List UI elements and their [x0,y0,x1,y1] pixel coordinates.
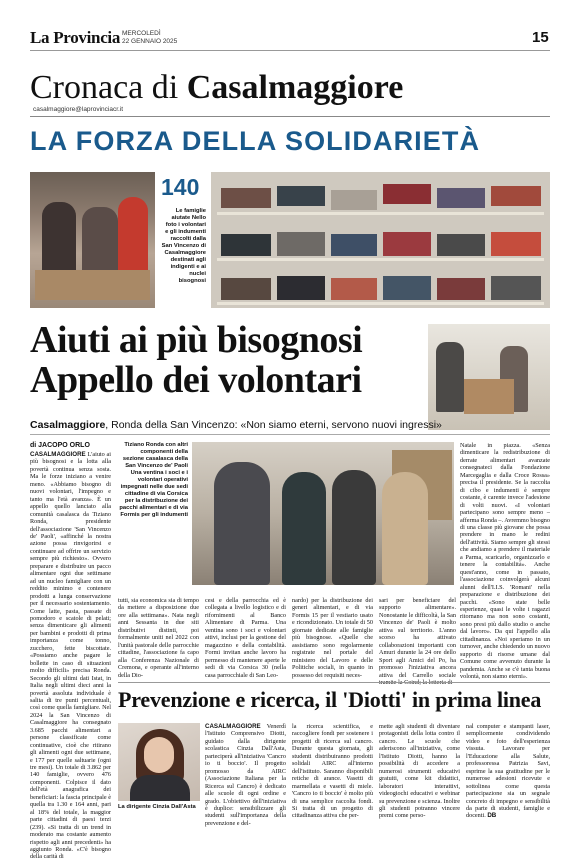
issue-full-date: 22 GENNAIO 2025 [122,38,178,45]
byline: di JACOPO ORLO [30,442,90,449]
article2-column-4 [466,723,550,820]
article-column-c: nardo) per la distribuzione dei generi alimentari, e di via Formis 15 per il vestiario usato e ricondizionato. Un totale di 50 giornate dedicate alle famiglie più bisognose. «Quelle che assistiamo sono regolarmente registrate nel portale del ministero del Lavoro e delle Politiche sociali, in quanto in possesso dei requisiti neces- [292,597,373,679]
photo-volunteers-warehouse [30,172,155,308]
clothes-stack [277,276,325,300]
article-column-b: cesi e della parrocchia ed è collegata a livello logistico e di rifornimenti al Banco Alimentare di Parma. Una ventina sono i soci e volontari attivi, inclusi per la gestione del magazzino e della contabilità. Formi invitan anche lavoro ha permesso di mantenere aperte le sedi di via Corsica 30 (nella casa parrocchiale di San Leo- [205,597,286,679]
section-prefix: Cronaca di [30,69,179,106]
photo-storage-room [428,324,550,430]
photo-caption-middle: Tiziano Ronda con altri componenti della sezione casalasca della San Vincenzo de' Paoli Una ventina i soci e i volontari operativi impegnati nelle due sedi cittadine di via Corsica per la distribuzione dei pacchi alimentari e di via Formis per gli indumenti [119,442,188,518]
clothes-stack [221,188,271,208]
author-signature: DB [487,812,497,820]
article2-column-3: mette agli studenti di diventare protagonisti della lotta contro il cancro. Le scuole che aderiscono all'iniziativa, come l'Istituto Diotti, hanno la possibilità di accedere a numerosi strumenti educativi gratuiti, come kit didattici, laboratori interattivi, videogiochi educativi e webinar su prevenzione e scienza. Inoltre gli studenti potranno vincere premi come perso- [379,723,460,820]
headline [30,320,430,400]
photo-figure [332,470,376,585]
photo-figure [214,462,270,585]
photo-figure [282,472,326,585]
article-column-a: tutti, sia economica sia di tempo da mettere a disposizione due ore alla settimana». Nata negli anni Sessanta in due siti distributivi distinti, poi formalmente uniti nel 2022 con l'unità pastorale delle parrocchie cittadine, l'associazione fa capo alla Conferenza Nazionale di Cremona, e operante all'interno della Dio- [118,597,199,679]
photo-figure [382,472,428,585]
subtitle-rule [30,434,550,435]
subtitle [30,419,442,431]
photo-clothing-shelves [211,172,550,308]
clothes-stack [277,186,325,206]
photo-figure [42,202,76,277]
clothes-stack [383,184,431,204]
shelf [217,258,544,261]
article2-rule [118,682,550,683]
article-column-d: sari per beneficiare del supporto alimentare». Nonostante le difficoltà, la San Vincenzo de' Paoli è molto attiva sul territorio. L'anno scorso ha attivato collaborazioni importanti con Amuri durante la 24 ore dello Sport agli Amici del Po, ha promosso l'iniziativa ancora attiva del Carrello sociale [379,597,456,679]
header-rule [30,50,550,51]
shelf [217,212,544,215]
kicker: LA FORZA DELLA SOLIDARIETÀ [30,126,481,156]
article2-column-2: la ricerca scientifica, e raccogliere fondi per sostenere i progetti di ricerca sul cancro. Durante questa giornata, gli studenti distribuiranno prodotti solidali AIRC all'interno dell'istituto. Saranno disponibili retiche di arance. Vasetti di marmellata e vasetti di miele. 'Cancro io ti boccio' è molto più di una semplice raccolta fondi. Si tratta di un progetto di cittadinanza attiva che per- [292,723,373,820]
clothes-stack [491,276,541,300]
clothes-stack [491,232,541,256]
photo-boxes [35,270,150,300]
column-text: nal computer e stampanti laser, semplicemente condividendo video e foto dell'esperienza vissuta. Lavorare per l'Educazione alla Salute, professoressa Patrizia Savi, esprime la sua gratitudine per le numerose adesioni ricevute e sottolinea come questa partecipazione sia un segnale concreto di impegno e sensibilità da parte di studenti, famiglie e docenti. [466,723,550,820]
clothes-stack [331,234,377,256]
headline-line-1: Aiuti ai più bisognosi [30,319,363,361]
subtitle-lead: Casalmaggiore [30,419,106,431]
issue-date [122,30,177,46]
clothes-stack [437,188,485,208]
article-column-right: Natale in piazza. «Senza dimenticare la redistribuzione di derrate alimentari avanzate consegnateci dalla Fondazione Marcegaglia e dalla Croce Rossa» precisa il presidente. Se la raccolta di cibo e indumenti è sempre costante, è carente invece l'adesione di volti nuovi. «I volontari partecipano sono sempre meno – afferma Ronda –. Avremmo bisogno di una classe più giovane che possa prendere in mano le redini dell'attività. Siamo sempre gli stessi che andiamo a prendere il materiale a Parma, scaricarlo, organizzarlo e tenere la contabilità». Anche quest'anno, come in passato, l'associazione coinvolgerà alcuni alunni dell'I.I.S. 'Romani' nella preparazione e distribuzione dei pacchi. «Sono state belle esperienze, quasi le volte i ragazzi ritornano ma non sono costanti, sono presi più dallo studio o anche dal lavoro». Da qui l'appello alla cittadinanza. «Noi speriamo in un turnover, anche chiedendo un nuovo supporto di risorse umane dal Comune come avvenuto durante la pandemia. Anche se c'è tanta buona volontà, non siamo eterni». [460,442,550,681]
article2-column-1 [205,723,286,827]
photo-figure [118,197,148,277]
section-title [30,70,403,106]
photo-figure [436,342,464,412]
photo-caption-top: Le famiglie aiutate Nello foto i volontari e gli indumenti raccolti dalla San Vincenzo di Casalmaggiore destinati agli indigenti e ai nuclei bisognosi [161,208,206,284]
clothes-stack [437,278,485,300]
clothes-stack [331,278,377,300]
page-number: 15 [532,29,549,46]
section-email: casalmaggiore@laprovinciacr.it [33,106,124,113]
subtitle-rest: , Ronda della San Vincenzo: «Non siamo eterni, servono nuovi ingressi» [105,419,442,431]
dateline: CASALMAGGIORE [30,451,86,458]
shelf [217,302,544,305]
clothes-stack [383,232,431,256]
column-text: Venerdì l'Istituto Comprensivo Diotti, guidato dalla dirigente scolastica Cinzia Dall'Asta, parteciperà all'iniziativa 'Cancro io ti boccio'. Il progetto promosso da AIRC (Associazione Italiana per la Ricerca sul Cancro) è dedicato alle scuole di ogni ordine e grado. L'obiettivo dell'iniziativa è duplice: sensibilizzare gli studenti sull'importanza della prevenzione e del- [205,723,286,827]
dateline: CASALMAGGIORE [205,723,261,730]
issue-day: MERCOLEDÌ [122,30,161,37]
headline-article-2: Prevenzione e ricerca, il 'Diotti' in prima linea [118,687,542,712]
photo-school-director [118,723,200,801]
masthead: La Provincia [30,28,121,47]
clothes-stack [383,276,431,300]
article-column-1 [30,451,111,861]
photo-table [464,379,514,414]
photo-figure [82,207,118,277]
clothes-stack [437,234,485,256]
clothes-stack [277,232,325,256]
headline-line-2: Appello dei volontari [30,359,362,401]
clothes-stack [221,234,271,256]
photo-body [130,775,190,801]
photo-face [144,737,174,773]
column-text: L'aiuto ai più bisognosi e la lotta alla povertà continua senza sosta. Ma le forze iniziano a venire meno. «Abbiamo bisogno di nuovi volontari, l'impegno e tanto ma l'età avanza». È un appello quello lanciato alla comunità casalasca da Tiziano Ronda, presidente dell'associazione 'San Vincenzo de' Paoli', «affinché la nostra azione possa rinvigorirsi e continuare ad offrire un servizio sempre più richiesto». Ovvero preparare e distribuire un pacco alimentare ogni due settimane ad un nucleo famigliare con un reddito minimo e contenere prodotti a lunga conservazione per il necessario sostentamento. Come latte, pasta, passate di pomodoro e scatole di pelati; senza dimenticare gli alimenti per bambini e prodotti di prima importanza come tonno, zucchero, fette biscottate. «Possiamo anche pagare le bollette in caso di situazioni molto difficili» precisa Ronda. Secondo gli ultimi dati Istat, in Italia negli ultimi dieci anni la povertà assoluta individuale è salita di tre punti percentuali, così come quella famigliare. Nel 2024 la San Vincenzo di Casalmaggiore ha consegnato 3.685 pacchi alimentari a persone classificate come continuative, cioè che ritirano gli alimenti ogni due settimane, e 177 per quelle saltuarie (ogni tre mesi). Un totale di 3.862 per 140 famiglie, ovvero 476 componenti. Colpisce il dato dell'età anagrafica dei beneficiari: la fascia principale è quella tra 1.30 e 164 anni, pari al 18% del totale, la maggior parte cittadini di paesi terzi (239). «Si tratta di un trend in moderato ma costante aumento rispetto agli anni precedenti» ha aggiunto Ronda. «C'è bisogno della carità di [30,451,111,861]
clothes-stack [221,278,271,300]
photo-group-volunteers [192,442,454,585]
families-count: 140 [161,174,200,200]
photo-caption-director: La dirigente Cinzia Dall'Asta [118,804,196,810]
section-city: Casalmaggiore [186,69,404,106]
section-rule [30,116,550,117]
clothes-stack [331,190,377,210]
clothes-stack [491,186,541,206]
